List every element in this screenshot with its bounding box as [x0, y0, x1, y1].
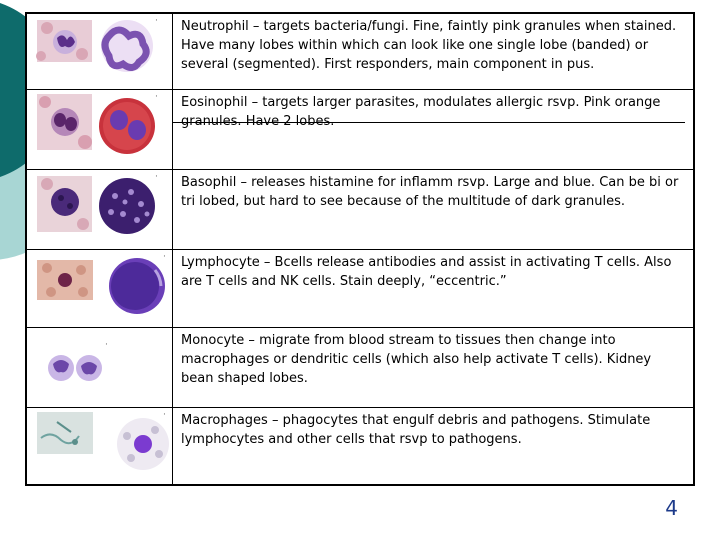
- neutrophil-images: [27, 14, 173, 89]
- row-description: Eosinophil – targets larger parasites, modulates allergic rsvp. Pink orange granules. Have 2 lobes.: [181, 95, 661, 129]
- table-row-basophil: [27, 170, 693, 250]
- row-description: Monocyte – migrate from blood stream to tissues then change into macrophages or dendritic cells (which also help activate T cells). Kidney bean shaped lobes.: [181, 333, 652, 386]
- table-row-lymphocyte: [27, 250, 693, 328]
- table-row-neutrophil: [27, 14, 693, 90]
- basophil-images: [27, 170, 173, 249]
- row-description: Macrophages – phagocytes that engulf debris and pathogens. Stimulate lymphocytes and other cells that rsvp to pathogens.: [181, 413, 651, 447]
- lymphocyte-images: [27, 250, 173, 327]
- bullet-mark: ·: [155, 92, 158, 102]
- table-row-macrophage: [27, 408, 693, 484]
- page-number: 4: [665, 496, 678, 520]
- monocyte-images: [27, 328, 173, 407]
- bullet-mark: ·: [155, 172, 158, 182]
- table-row-monocyte: [27, 328, 693, 408]
- row-description: Basophil – releases histamine for inflamm rsvp. Large and blue. Can be bi or tri lobed, but hard to see because of the multitude of dark granules.: [181, 175, 679, 209]
- strike-line: [173, 122, 685, 123]
- bullet-mark: ·: [163, 252, 166, 262]
- white-blood-cell-table: [25, 12, 695, 486]
- eosinophil-images: [27, 90, 173, 169]
- row-description: Neutrophil – targets bacteria/fungi. Fine, faintly pink granules when stained. Have many lobes within which can look like one single lobe (banded) or several (segmented). First responders, main component in pus.: [181, 19, 677, 72]
- table-row-eosinophil: [27, 90, 693, 170]
- macrophage-images: [27, 408, 173, 484]
- row-description: Lymphocyte – Bcells release antibodies and assist in activating T cells. Also are T cells and NK cells. Stain deeply, “eccentric.”: [181, 255, 672, 289]
- bullet-mark: ·: [155, 16, 158, 26]
- bullet-mark: ·: [163, 410, 166, 420]
- bullet-mark: ·: [105, 340, 108, 350]
